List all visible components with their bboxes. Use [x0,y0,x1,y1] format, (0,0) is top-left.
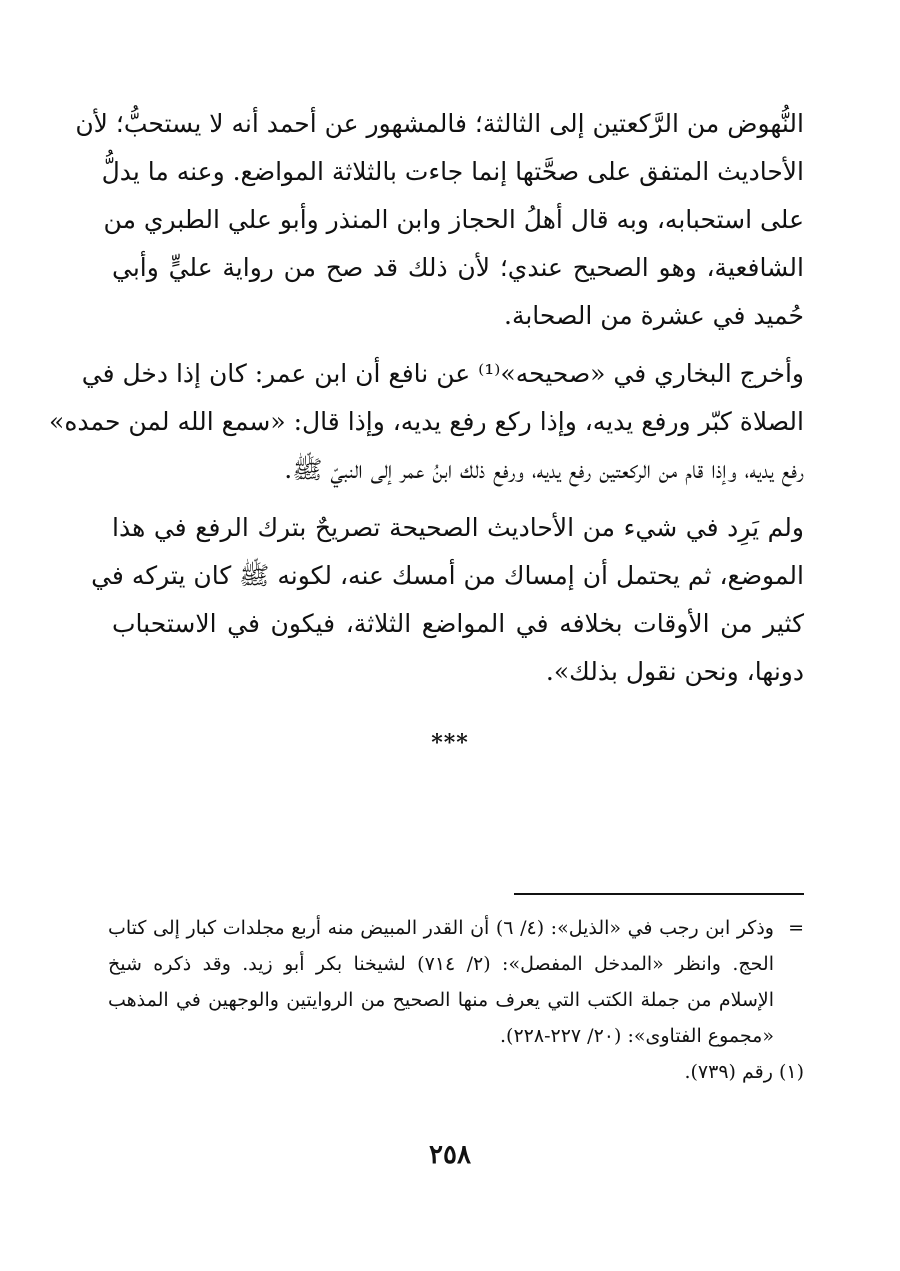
page-number: ٢٥٨ [429,1140,471,1170]
text-line: الصلاة كبّر ورفع يديه، وإذا ركع رفع يديه، وإذا قال: «سمع الله لمن حمده» [49,407,804,436]
text-line: الموضع، ثم يحتمل أن إمساك من أمسك عنه، لكونه ﷺ كان يتركه في [91,561,804,590]
continuation-marker: = [788,917,804,939]
text-line: الأحاديث المتفق على صحَّتها إنما جاءت بالثلاثة المواضع. وعنه ما يدلُّ [101,157,804,186]
footnote-line: الحج. وانظر «المدخل المفصل»: (٢/ ٧١٤) لشيخنا بكر أبو زيد. وقد ذكره شيخ [108,953,774,975]
text-line: كثير من الأوقات بخلافه في المواضع الثلاثة، فيكون في الاستحباب [112,609,804,638]
text-line: النُّهوض من الرَّكعتين إلى الثالثة؛ فالمشهور عن أحمد أنه لا يستحبُّ؛ لأن [75,109,804,138]
paragraph-2 [49,350,804,494]
footnotes [108,910,804,1090]
text-line: رفع يديه، وإذا قام من الركعتين رفع يديه، ورفع ذلك ابنُ عمر إلى النبيّ ﷺ. [284,455,804,484]
section-separator: *** [431,730,469,756]
footnote-continuation [108,910,804,1054]
text-line: حُميد في عشرة من الصحابة. [504,301,804,330]
text-line: الشافعية، وهو الصحيح عندي؛ لأن ذلك قد صح من رواية عليٍّ وأبي [112,253,804,282]
footnote-line: «مجموع الفتاوى»: (٢٠/ ٢٢٧-٢٢٨). [500,1025,774,1047]
text-line: ولم يَرِد في شيء من الأحاديث الصحيحة تصريحٌ بترك الرفع في هذا [112,513,804,542]
footnote-divider [514,893,804,895]
text-line: دونها، ونحن نقول بذلك». [545,657,804,686]
footnote-line: الإسلام من جملة الكتب التي يعرف منها الصحيح من الروايتين والوجهين في المذهب [108,989,774,1011]
footnote-1: (١) رقم (٧٣٩). [684,1061,804,1083]
paragraph-1 [75,100,804,340]
text-line: على استحبابه، وبه قال أهلُ الحجاز وابن المنذر وأبو علي الطبري من [103,205,804,234]
text-line: وأخرج البخاري في «صحيحه»⁽¹⁾ عن نافع أن ابن عمر: كان إذا دخل في [81,359,804,388]
footnote-line: وذكر ابن رجب في «الذيل»: (٤/ ٦) أن القدر المبيض منه أربع مجلدات كبار إلى كتاب [108,917,774,939]
paragraph-3 [91,504,804,696]
main-text [49,100,804,706]
